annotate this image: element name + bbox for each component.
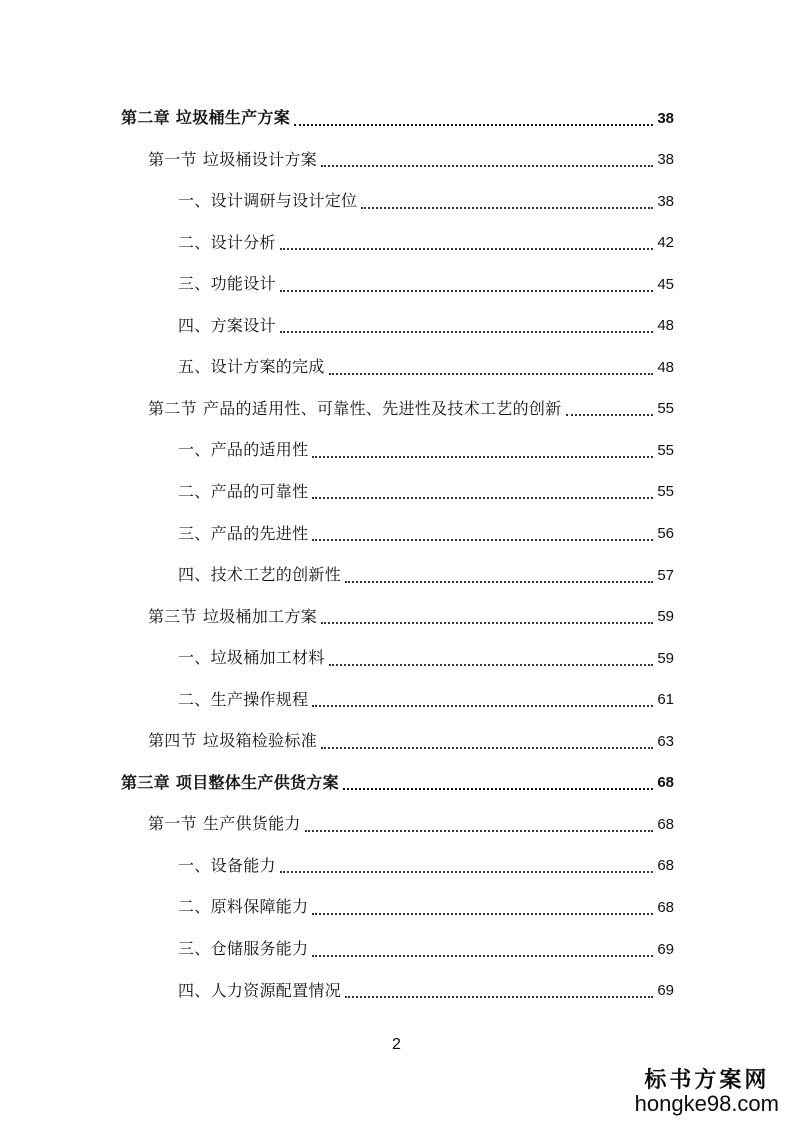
toc-page-number: 42 — [657, 234, 674, 252]
toc-dot-leader — [321, 621, 653, 624]
toc-page-number: 55 — [657, 483, 674, 501]
toc-chapter[interactable] — [121, 98, 674, 138]
toc-entry-number: 三、 — [178, 523, 211, 543]
toc-entry-text: 原料保障能力 — [210, 897, 309, 917]
toc-dot-leader — [280, 870, 654, 873]
watermark-title: 标书方案网 — [644, 1066, 770, 1093]
toc-entry-number: 一、 — [178, 440, 211, 460]
toc-subsection[interactable] — [178, 971, 674, 1011]
toc-entry-title — [178, 523, 309, 543]
toc-entry-title — [121, 772, 339, 792]
toc-dot-leader — [280, 289, 654, 292]
toc-entry-text: 产品的适用性、可靠性、先进性及技术工艺的创新 — [202, 398, 562, 418]
toc-page-number: 38 — [657, 192, 674, 210]
toc-dot-leader — [312, 538, 653, 541]
toc-chapter[interactable] — [121, 763, 674, 803]
toc-subsection[interactable] — [178, 929, 674, 969]
toc-entry-text: 垃圾桶加工方案 — [202, 606, 318, 626]
toc-dot-leader — [329, 372, 654, 375]
toc-dot-leader — [343, 787, 653, 790]
toc-entry-title — [178, 650, 325, 666]
toc-entry-title — [178, 980, 342, 1000]
toc-entry-title — [178, 899, 308, 915]
toc-entry-text: 垃圾桶加工材料 — [210, 648, 325, 668]
toc-entry-title — [148, 606, 318, 626]
toc-entry-title — [148, 816, 301, 832]
toc-entry-text: 产品的先进性 — [210, 523, 309, 543]
toc-subsection[interactable] — [178, 555, 674, 595]
toc-subsection[interactable] — [178, 887, 674, 927]
toc-page-number: 59 — [657, 608, 674, 626]
toc-entry-number: 三、 — [178, 939, 211, 958]
toc-entry-title — [178, 855, 276, 875]
toc-entry-number: 第一节 — [148, 149, 197, 169]
toc-page-number: 68 — [657, 774, 674, 792]
toc-entry-text: 生产供货能力 — [202, 814, 301, 834]
toc-page-number: 69 — [657, 940, 674, 958]
toc-entry-text: 产品的可靠性 — [210, 481, 309, 501]
toc-entry-title — [178, 359, 325, 375]
toc-dot-leader — [305, 829, 654, 832]
toc-entry-text: 设计调研与设计定位 — [210, 191, 358, 211]
toc-dot-leader — [345, 580, 653, 583]
toc-entry-number: 第一节 — [148, 814, 197, 834]
toc-section[interactable] — [148, 140, 674, 180]
toc-entry-text: 方案设计 — [210, 315, 276, 335]
toc-page-number: 61 — [657, 691, 674, 709]
toc-subsection[interactable] — [178, 306, 674, 346]
toc-entry-title — [178, 567, 341, 583]
toc-section[interactable] — [148, 389, 674, 429]
toc-entry-number: 一、 — [178, 648, 211, 668]
toc-entry-number: 第二节 — [148, 398, 197, 418]
toc-entry-title — [148, 733, 317, 749]
toc-dot-leader — [321, 164, 653, 167]
toc-entry-title — [148, 398, 562, 418]
toc-page-number: 69 — [657, 982, 674, 1000]
toc-entry-number: 五、 — [178, 357, 211, 377]
toc-entry-number: 四、 — [178, 565, 211, 585]
toc-entry-text: 技术工艺的创新性 — [210, 565, 342, 585]
toc-page-number: 68 — [657, 815, 674, 833]
toc-page-number: 38 — [657, 151, 674, 169]
toc-entry-number: 一、 — [178, 191, 211, 211]
toc-page-number: 45 — [657, 275, 674, 293]
toc-entry-number: 二、 — [178, 232, 211, 252]
toc-entry-number: 第二章 — [121, 108, 170, 127]
toc-entry-number: 二、 — [178, 897, 211, 917]
toc-entry-title — [178, 315, 276, 335]
toc-section[interactable] — [148, 597, 674, 637]
toc-dot-leader — [312, 912, 653, 915]
toc-entry-text: 设计方案的完成 — [210, 357, 325, 377]
toc-entry-title — [178, 941, 308, 957]
toc-dot-leader — [345, 995, 653, 998]
watermark — [634, 1066, 779, 1116]
toc-dot-leader — [280, 330, 654, 333]
toc-dot-leader — [280, 247, 654, 250]
toc-page-number: 59 — [657, 649, 674, 667]
toc-entry-number: 第三章 — [121, 772, 170, 792]
toc-entry-text: 设备能力 — [210, 855, 276, 875]
toc-dot-leader — [312, 954, 653, 957]
toc-entry-number: 二、 — [178, 689, 211, 709]
toc-entry-number: 四、 — [178, 980, 211, 1000]
toc-subsection[interactable] — [178, 846, 674, 886]
toc-entry-text: 垃圾桶生产方案 — [175, 108, 291, 127]
toc-dot-leader — [312, 496, 653, 499]
toc-dot-leader — [361, 206, 653, 209]
toc-subsection[interactable] — [178, 181, 674, 221]
toc-page-number: 68 — [657, 857, 674, 875]
toc-subsection[interactable] — [178, 430, 674, 470]
toc-entry-number: 二、 — [178, 481, 211, 501]
toc-entry-title — [121, 110, 290, 126]
toc-page-number: 57 — [657, 566, 674, 584]
toc-entry-title — [178, 481, 309, 501]
toc-entry-number: 第四节 — [148, 731, 197, 751]
toc-dot-leader — [312, 455, 653, 458]
toc-entry-number: 一、 — [178, 855, 211, 875]
toc-entry-title — [178, 193, 357, 209]
toc-subsection[interactable] — [178, 264, 674, 304]
watermark-url: hongke98.com — [634, 1090, 779, 1116]
toc-entry-title — [148, 149, 318, 169]
toc-entry-text: 设计分析 — [210, 232, 276, 252]
toc-page-number: 56 — [657, 525, 674, 542]
toc-entry-text: 垃圾桶设计方案 — [202, 149, 318, 169]
toc-dot-leader — [329, 663, 654, 666]
toc-entry-text: 功能设计 — [210, 274, 276, 294]
toc-section[interactable] — [148, 804, 674, 844]
toc-entry-number: 三、 — [178, 274, 211, 294]
toc-page-number: 55 — [657, 441, 674, 459]
toc-page-number: 55 — [657, 400, 674, 418]
toc-subsection[interactable] — [178, 514, 674, 554]
page-number: 2 — [392, 1036, 401, 1053]
toc-entry-title — [178, 689, 309, 709]
toc-entry-text: 人力资源配置情况 — [210, 980, 342, 1000]
toc-page-number: 48 — [657, 317, 674, 335]
toc-entry-text: 产品的适用性 — [210, 440, 309, 460]
toc-entry-text: 垃圾箱检验标准 — [202, 731, 318, 751]
toc-subsection[interactable] — [178, 680, 674, 720]
toc-entry-title — [178, 232, 276, 252]
toc-entry-title — [178, 276, 276, 292]
toc-section[interactable] — [148, 721, 674, 761]
toc-dot-leader — [312, 704, 653, 707]
toc-dot-leader — [321, 746, 653, 749]
toc-entry-title — [178, 442, 308, 458]
toc-subsection[interactable] — [178, 638, 674, 678]
toc-subsection[interactable] — [178, 347, 674, 387]
toc-page-number: 68 — [657, 898, 674, 916]
toc-entry-number: 第三节 — [148, 606, 197, 626]
toc-page-number: 48 — [657, 358, 674, 376]
toc-dot-leader — [294, 123, 653, 126]
toc-entry-text: 仓储服务能力 — [210, 939, 309, 958]
toc-dot-leader — [566, 413, 654, 416]
toc-entry-text: 项目整体生产供货方案 — [175, 772, 339, 792]
toc-entry-number: 四、 — [178, 315, 211, 335]
toc-page-number: 63 — [657, 732, 674, 750]
toc-subsection[interactable] — [178, 223, 674, 263]
toc-subsection[interactable] — [178, 472, 674, 512]
toc-entry-text: 生产操作规程 — [210, 689, 309, 709]
toc-page-number: 38 — [657, 109, 674, 127]
